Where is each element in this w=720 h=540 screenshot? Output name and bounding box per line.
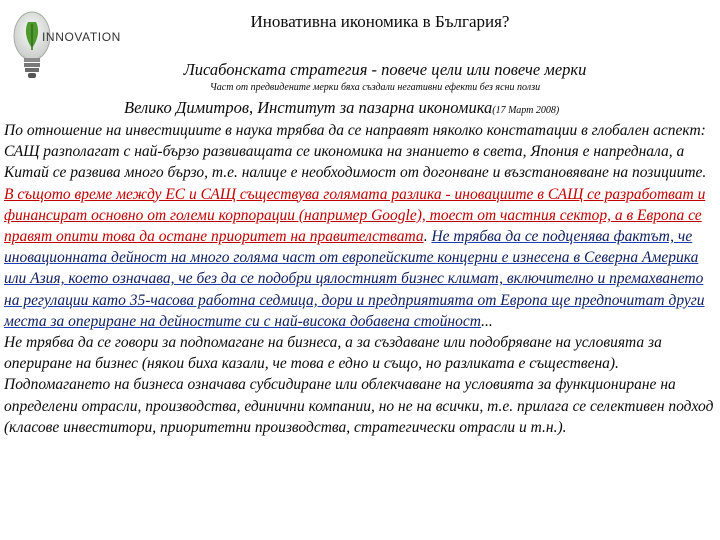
subtitle-note: Част от предвидените мерки бяха създали негативни ефекти без ясни ползи (209, 82, 541, 93)
article-body (4, 120, 716, 438)
subtitle: Лисабонската стратегия - повече цели или повече мерки (183, 60, 587, 79)
paragraph-1 (4, 120, 716, 332)
author-date: (17 Март 2008) (492, 105, 560, 116)
paragraph-1-ellipsis: ... (481, 312, 493, 330)
logo-text: INNOVATION (42, 30, 121, 44)
paragraph-2: Не трябва да се говори за подпомагане на бизнеса, а за създаване или подобряване на условията за опериране на бизнес (някои биха казали, че това е едно и също, но разликата е съществена). Подпомагането на бизнеса означава субсидиране или облекчаване на условията за функциониране на определени отрасли, производства, единични компании, но не на всички, т.е. прилага се селективен подход (класове инвеститори, приоритетни производства, стратегически отрасли и т.н.). (4, 334, 714, 436)
page-title: Иновативна икономика в България? (250, 12, 510, 31)
paragraph-1-blue-highlight: Не трябва да се подценява фактът, че иновационната дейност на много голяма част от европейските концерни е изнесена в Северна Америка или Азия, което означава, че без да се подобри цялостният бизнес климат, включително и премахването на регулации като 35-часова работна седмица, дори и предприятията от Европа ще предпочитат други места за опериране на дейностите си с най-висока добавена стойност (4, 228, 705, 330)
author-line (124, 98, 559, 118)
author-name: Велико Димитров, Институт за пазарна икономика (124, 98, 493, 117)
paragraph-1-intro: По отношение на инвестициите в наука трябва да се направят няколко констатации в глобален аспект: САЩ разполагат с най-бързо развиващата се икономика на знанието в света, Япония е напреднала, а Китай се развива много бързо, т.е. налице е необходимост от догонване и възстановяване на позициите. (4, 122, 707, 182)
paragraph-1-dot: . (423, 228, 432, 246)
paragraph-1-red-highlight: В същото време между ЕС и САЩ съществува голямата разлика - иновациите в САЩ се разработват и финансират основно от големи корпорации (например Google), тоест от частния сектор, а в Европа се правят опити това да остане приоритет на правителствата (4, 185, 706, 246)
